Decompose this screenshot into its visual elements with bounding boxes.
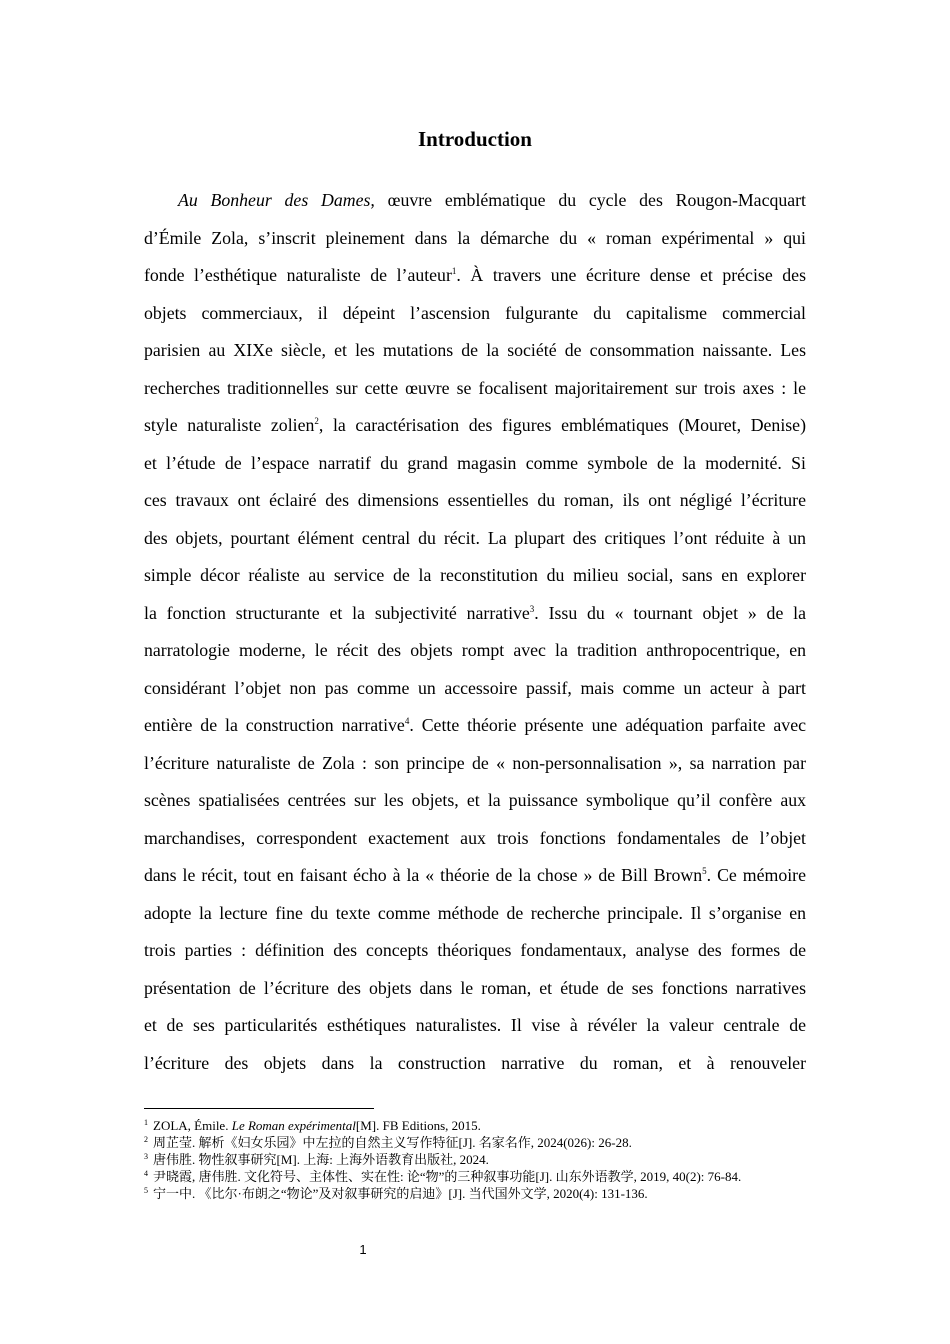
footnote-item: $^3$ 唐伟胜. 物性叙事研究[M]. 上海: 上海外语教育出版社, 2024. [144,1152,489,1167]
paragraph-line: trois parties : définition des concepts théoriques fondamentaux, analyse des formes de [144,940,806,960]
paragraph-line: des objets, pourtant élément central du récit. La plupart des critiques l’ont réduite à un [144,527,806,548]
footnotes [144,1117,806,1202]
footnote-ref[interactable]: 1 [451,266,457,276]
footnote-ref[interactable]: 5 [702,866,707,876]
paragraph-line: Au Bonheur des Dames, œuvre emblématique du cycle des Rougon-Macquart [178,190,806,210]
paragraph-line: d’Émile Zola, s’inscrit pleinement dans la démarche du « roman expérimental » qui [144,227,806,248]
footnote-ref[interactable]: 4 [404,716,410,726]
paragraph-line: adopte la lecture fine du texte comme méthode de recherche principale. Il s’organise en [144,902,806,923]
paragraph-line: recherches traditionnelles sur cette œuvre se focalisent majoritairement sur trois axes : le [144,377,806,398]
footnote-item: $^4$ 尹晓霞, 唐伟胜. 文化符号、主体性、实在性: 论“物”的三种叙事功能[J]. 山东外语教学, 2019, 40(2): 76-84. [144,1169,742,1184]
footnote-ref[interactable]: 3 [529,603,535,614]
footnote-ref[interactable]: 2 [314,416,319,426]
paragraph-line: dans le récit, tout en faisant écho à la « théorie de la chose » de Bill Brown$^5$. Ce mémoire [144,865,806,885]
footnote-item: $^1$ ZOLA, Émile. Le Roman expérimental[M]. FB Editions, 2015. [144,1118,481,1133]
paragraph-line: style naturaliste zolien$^2$, la caractérisation des figures emblématiques (Mouret, Denise) [144,415,806,435]
paragraph-line: fonde l’esthétique naturaliste de l’auteur$^1$. À travers une écriture dense et précise des [144,265,806,285]
paragraph-line: marchandises, correspondent exactement aux trois fonctions fondamentales de l’objet [144,827,806,848]
page-number: 1 [359,1242,367,1257]
paragraph-line: considérant l’objet non pas comme un accessoire passif, mais comme un acteur à part [144,677,806,698]
paragraph-line: et l’étude de l’espace narratif du grand magasin comme symbole de la modernité. Si [144,452,806,473]
paragraph-line: et de ses particularités esthétiques naturalistes. Il vise à révéler la valeur centrale de [144,1015,806,1035]
paragraph-line: entière de la construction narrative$^4$. Cette théorie présente une adéquation parfaite avec [144,715,806,735]
footnote-item: $^2$ 周芷莹. 解析《妇女乐园》中左拉的自然主义写作特征[J]. 名家名作, 2024(026): 26-28. [144,1135,632,1150]
paragraph-line: simple décor réaliste au service de la reconstitution du milieu social, sans en explorer [144,565,806,585]
paragraph-line: la fonction structurante et la subjectivité narrative$^3$. Issu du « tournant objet » de la [144,602,806,623]
paragraph-line: scènes spatialisées centrées sur les objets, et la puissance symbolique qu’il confère aux [144,790,806,810]
page-title: Introduction [418,127,532,151]
body-text [144,182,806,1082]
paragraph-line: objets commerciaux, il dépeint l’ascension fulgurante du capitalisme commercial [144,302,806,323]
paragraph-line: présentation de l’écriture des objets dans le roman, et étude de ses fonctions narratives [144,977,806,998]
paragraph-line: l’écriture des objets dans la construction narrative du roman, et à renouveler [144,1052,806,1073]
book-title: Au Bonheur des Dames, [178,190,375,210]
paragraph-line: narratologie moderne, le récit des objets rompt avec la tradition anthropocentrique, en [144,640,806,660]
paragraph-line: ces travaux ont éclairé des dimensions essentielles du roman, ils ont négligé l’écriture [144,490,806,510]
paragraph-line: l’écriture naturaliste de Zola : son principe de « non-personnalisation », sa narration par [144,752,806,773]
footnote-separator [144,1108,374,1109]
paragraph-line: parisien au XIXe siècle, et les mutations de la société de consommation naissante. Les [144,340,806,360]
footnote-item: $^5$ 宁一中. 《比尔·布朗之“物论”及对叙事研究的启迪》[J]. 当代国外文学, 2020(4): 131-136. [144,1186,648,1201]
